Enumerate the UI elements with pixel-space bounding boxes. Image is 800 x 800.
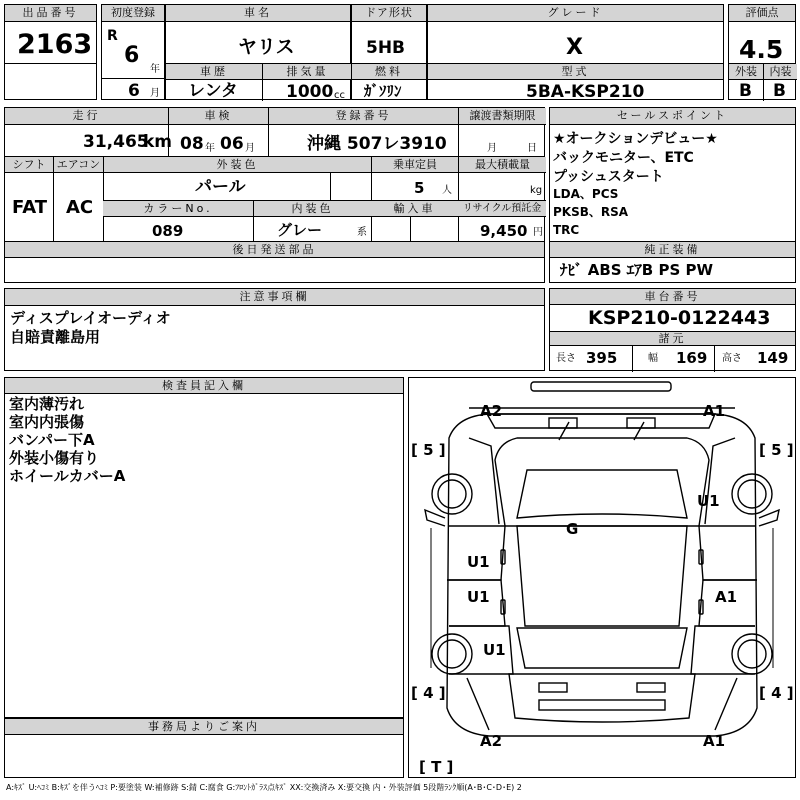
office-box: [4, 718, 404, 778]
inspector-line-5: ホイールカバーA: [9, 467, 126, 485]
model-label: 車名: [166, 5, 350, 22]
later-parts-label: 後日発送部品: [5, 242, 544, 258]
model-name: ヤリス: [238, 36, 295, 58]
later-parts-box: [4, 241, 545, 283]
max-load-unit: kg: [530, 185, 543, 196]
damage-rear-left: A2: [480, 732, 503, 750]
width-value: 169: [676, 349, 708, 367]
inspector-line-3: バンパー下A: [9, 431, 95, 449]
sales-points-box: [549, 107, 796, 283]
model-code-value: 5BA-KSP210: [526, 82, 645, 102]
grade-label: グレード: [428, 5, 723, 22]
plate-label: 登録番号: [268, 108, 458, 125]
legend: A:ｷｽﾞ U:ﾍｺﾐ B:ｷｽﾞを伴うﾍｺﾐ P:要塗装 W:補修跡 S:錆 C:腐食 G:ﾌﾛﾝﾄｶﾞﾗｽ点ｷｽﾞ XX:交換済み X:要交換 内・外装評価 5段階ﾗﾝｸ順(A･B･C･D･E) 2: [6, 783, 522, 792]
inspection-year: 08: [180, 134, 204, 154]
office-label: 事務局よりご案内: [5, 719, 403, 735]
exterior-grade: B: [739, 81, 752, 101]
lot-number: 2163: [17, 29, 93, 60]
height-label: 高さ: [722, 353, 742, 364]
notes-label: 注意事項欄: [5, 289, 544, 306]
displacement-value: 1000: [286, 82, 334, 102]
width-label: 幅: [648, 353, 658, 364]
first-reg-year-unit: 年: [150, 64, 160, 75]
model-box: [165, 4, 351, 100]
transfer-day-unit: 日: [527, 143, 537, 154]
damage-side-right-bottom: [ 4 ]: [759, 684, 794, 702]
damage-diagram: [408, 377, 796, 778]
ac-label: エアコン: [53, 157, 103, 173]
damage-tail: [ T ]: [419, 758, 454, 776]
capacity-value: 5: [414, 179, 425, 197]
damage-left-front-door: U1: [467, 553, 490, 571]
displacement-label: 排気量: [262, 64, 352, 80]
capacity-label: 乗車定員: [371, 157, 458, 173]
mileage-value: 31,465: [83, 132, 149, 152]
sales-point-2: バックモニター、ETC: [553, 150, 694, 166]
int-color-unit: 系: [357, 227, 367, 238]
damage-side-left-bottom: [ 4 ]: [411, 684, 446, 702]
recycle-value: 9,450: [480, 222, 528, 240]
ac-value: AC: [66, 197, 94, 218]
sales-points-label: セールスポイント: [550, 108, 795, 125]
inspection-year-unit: 年: [205, 143, 215, 154]
doors-label: ドア形状: [352, 5, 426, 22]
inspection-label: 車検: [168, 108, 268, 125]
plate-value: 沖縄 507レ3910: [307, 134, 447, 154]
doors-value: 5HB: [366, 38, 406, 58]
transfer-month-unit: 月: [487, 143, 497, 154]
damage-front-left: A2: [480, 402, 503, 420]
equipment-value: ﾅﾋﾞ ABS ｴｱB PS PW: [560, 261, 714, 279]
chassis-value: KSP210-0122443: [588, 307, 771, 329]
mileage-unit: km: [143, 132, 173, 152]
model-code-label: 型式: [428, 64, 723, 80]
max-load-label: 最大積載量: [458, 157, 546, 173]
length-value: 395: [586, 349, 618, 367]
lot-box: [4, 4, 97, 100]
sales-point-5: PKSB、RSA: [553, 205, 629, 219]
first-reg-month: 6: [128, 81, 140, 101]
displacement-unit: cc: [334, 90, 345, 101]
chassis-label: 車台番号: [550, 289, 795, 305]
interior-grade: B: [773, 81, 786, 101]
int-color-value: グレー: [277, 221, 323, 239]
chassis-box: [549, 288, 796, 371]
recycle-label: リサイクル預託金: [458, 201, 546, 217]
grade-box: [427, 4, 724, 100]
sales-point-3: プッシュスタート: [553, 169, 664, 185]
history-value: レンタ: [188, 81, 238, 101]
history-label: 車歴: [166, 64, 262, 80]
sales-point-6: TRC: [553, 223, 580, 237]
capacity-unit: 人: [442, 185, 452, 196]
inspector-box: [4, 377, 404, 718]
mileage-label: 走行: [5, 108, 168, 125]
ext-color-value: パール: [195, 177, 246, 197]
import-label: 輸入車: [371, 201, 458, 217]
dims-label: 諸元: [550, 332, 795, 346]
damage-rear-right: A1: [703, 732, 726, 750]
damage-right-rear-door: A1: [715, 588, 738, 606]
shift-label: シフト: [5, 157, 53, 173]
first-reg-era: R: [107, 28, 118, 44]
equipment-label: 純正装備: [550, 242, 795, 258]
exterior-label: 外装: [729, 64, 763, 80]
damage-side-left-top: [ 5 ]: [411, 441, 446, 459]
interior-label: 内装: [763, 64, 797, 80]
grade-value: X: [566, 35, 583, 60]
sales-point-1: ★オークションデビュー★: [553, 131, 718, 147]
recycle-unit: 円: [533, 227, 543, 238]
inspector-label: 検査員記入欄: [5, 378, 403, 394]
ext-color-label: 外装色: [103, 157, 371, 173]
inspection-month-unit: 月: [245, 143, 255, 154]
int-color-label: 内装色: [253, 201, 371, 217]
inspector-line-1: 室内薄汚れ: [9, 395, 85, 413]
fuel-label: 燃料: [352, 64, 426, 80]
first-reg-box: [101, 4, 165, 100]
details-box: [4, 107, 545, 242]
damage-left-rear: U1: [483, 641, 506, 659]
fuel-value: ｶﾞｿﾘﾝ: [364, 82, 402, 100]
damage-roof: G: [566, 520, 579, 538]
sales-point-4: LDA、PCS: [553, 187, 619, 201]
score-box: [728, 4, 796, 100]
inspection-month: 06: [220, 134, 244, 154]
height-value: 149: [757, 349, 789, 367]
damage-side-right-top: [ 5 ]: [759, 441, 794, 459]
color-no-label: カラーNo.: [103, 201, 253, 217]
notes-line-1: ディスプレイオーディオ: [10, 309, 171, 327]
damage-right-front: U1: [697, 492, 720, 510]
damage-front-right: A1: [703, 402, 726, 420]
notes-box: [4, 288, 545, 371]
first-reg-year: 6: [124, 43, 140, 68]
shift-value: FAT: [12, 197, 48, 218]
transfer-label: 譲渡書類期限: [458, 108, 546, 125]
score-label: 評価点: [729, 5, 795, 22]
score-value: 4.5: [739, 35, 784, 64]
inspector-line-4: 外装小傷有り: [9, 449, 100, 467]
color-no-value: 089: [152, 222, 184, 240]
first-reg-month-unit: 月: [150, 88, 160, 99]
lot-label: 出品番号: [5, 5, 96, 22]
damage-left-rear-door: U1: [467, 588, 490, 606]
notes-line-2: 自賠責離島用: [10, 328, 101, 346]
car-outline: [409, 378, 795, 777]
length-label: 長さ: [556, 353, 576, 364]
inspector-line-2: 室内内張傷: [9, 413, 85, 431]
first-reg-label: 初度登録: [102, 5, 164, 22]
doors-box: [351, 4, 427, 100]
